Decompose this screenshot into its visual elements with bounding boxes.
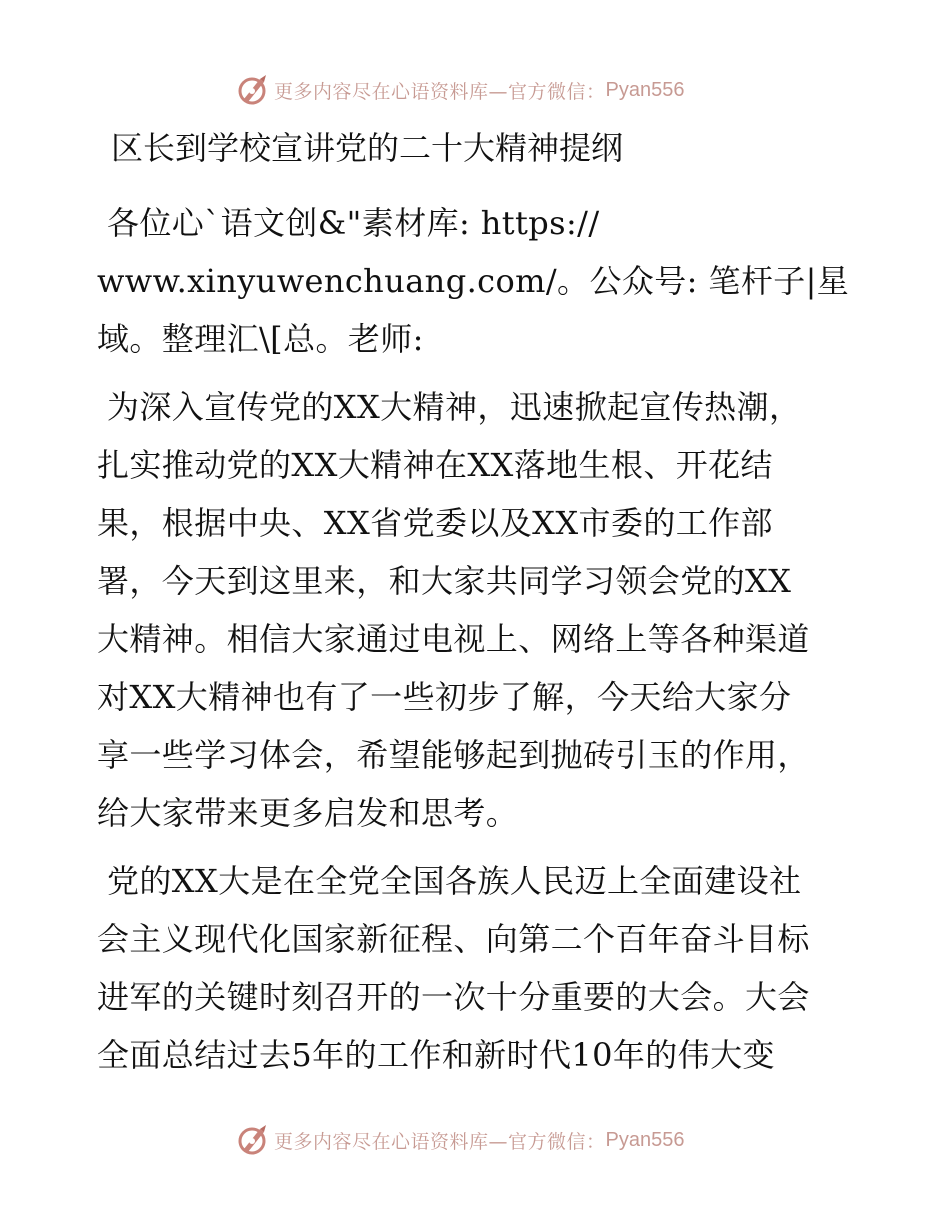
watermark-wechat-id: Pyan556 xyxy=(605,78,685,101)
text-line: 对XX大精神也有了一些初步了解，今天给大家分 xyxy=(97,678,792,716)
text-line: 党的XX大是在全党全国各族人民迈上全面建设社 xyxy=(107,862,802,900)
text-line: 署，今天到这里来，和大家共同学习领会党的XX xyxy=(97,562,792,600)
pen-logo-icon xyxy=(236,73,270,107)
text-line: 域。整理汇\[总。老师: xyxy=(97,320,424,358)
text-line: www.xinyuwenchuang.com/。公众号: 笔杆子|星 xyxy=(97,262,850,300)
text-line: 享一些学习体会，希望能够起到抛砖引玉的作用， xyxy=(97,736,810,774)
paragraph-purpose xyxy=(97,378,857,842)
pen-logo-icon xyxy=(236,1123,270,1157)
watermark-wechat-id: Pyan556 xyxy=(605,1128,685,1151)
text-line: 会主义现代化国家新征程、向第二个百年奋斗目标 xyxy=(97,920,810,958)
text-line: 为深入宣传党的XX大精神，迅速掀起宣传热潮， xyxy=(107,388,802,426)
text-line: 各位心`语文创&"素材库: https:// xyxy=(107,204,600,242)
text-line: 大精神。相信大家通过电视上、网络上等各种渠道 xyxy=(97,620,810,658)
watermark-text: 更多内容尽在心语资料库—官方微信： xyxy=(274,1130,606,1153)
text-line: 扎实推动党的XX大精神在XX落地生根、开花结 xyxy=(97,446,773,484)
text-line: 进军的关键时刻召开的一次十分重要的大会。大会 xyxy=(97,978,810,1016)
text-line: 给大家带来更多启发和思考。 xyxy=(97,794,519,832)
paragraph-intro xyxy=(97,194,857,368)
document-title: 区长到学校宣讲党的二十大精神提纲 xyxy=(111,129,624,167)
paragraph-congress xyxy=(97,852,857,1084)
footer-watermark xyxy=(236,1120,716,1160)
watermark-text: 更多内容尽在心语资料库—官方微信： xyxy=(274,80,606,103)
text-line: 果，根据中央、XX省党委以及XX市委的工作部 xyxy=(97,504,773,542)
document-body xyxy=(97,120,857,1084)
header-watermark xyxy=(236,70,716,110)
text-line: 全面总结过去5年的工作和新时代10年的伟大变 xyxy=(97,1036,775,1074)
